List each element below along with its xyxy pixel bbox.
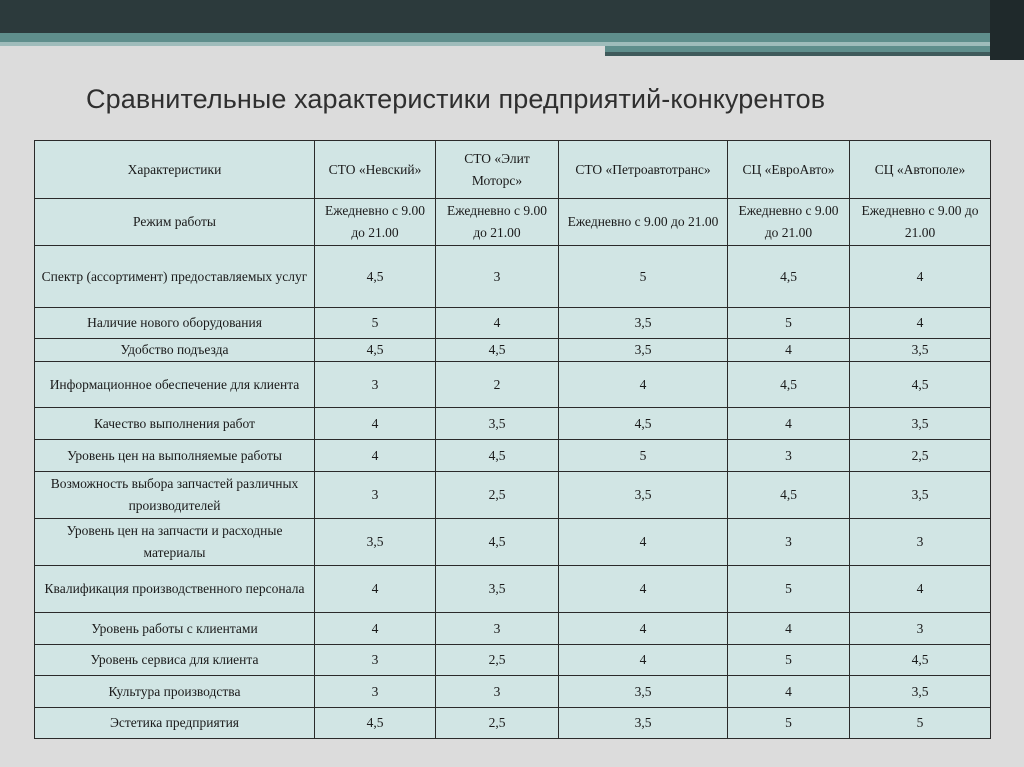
row-label: Информационное обеспечение для клиента — [35, 362, 315, 408]
row-label: Удобство подъезда — [35, 339, 315, 362]
row-label: Качество выполнения работ — [35, 408, 315, 440]
score-cell: 4,5 — [436, 519, 559, 566]
score-cell: 3 — [315, 362, 436, 408]
table-row — [35, 362, 991, 408]
score-cell: 4 — [728, 613, 850, 645]
score-cell: 3,5 — [559, 676, 728, 708]
score-cell: 4 — [315, 440, 436, 472]
score-cell: 3,5 — [315, 519, 436, 566]
score-cell: 3,5 — [559, 708, 728, 739]
score-cell: 3 — [315, 676, 436, 708]
score-cell: 4,5 — [728, 472, 850, 519]
score-cell: 3 — [728, 440, 850, 472]
row-label: Уровень работы с клиентами — [35, 613, 315, 645]
score-cell: 4 — [850, 566, 991, 613]
score-cell: 4,5 — [436, 440, 559, 472]
score-cell: 3,5 — [559, 308, 728, 339]
score-cell: Ежедневно с 9.00 до 21.00 — [850, 199, 991, 246]
table-row — [35, 519, 991, 566]
score-cell: 4 — [559, 645, 728, 676]
score-cell: 4 — [728, 408, 850, 440]
score-cell: 3 — [436, 676, 559, 708]
score-cell: 3,5 — [559, 339, 728, 362]
score-cell: 5 — [850, 708, 991, 739]
row-label: Наличие нового оборудования — [35, 308, 315, 339]
score-cell: 4,5 — [850, 362, 991, 408]
table-row — [35, 708, 991, 739]
score-cell: 4,5 — [850, 645, 991, 676]
score-cell: 3 — [315, 645, 436, 676]
score-cell: 4,5 — [436, 339, 559, 362]
score-cell: 3 — [436, 246, 559, 308]
score-cell: 3,5 — [850, 408, 991, 440]
score-cell: 5 — [315, 308, 436, 339]
score-cell: 5 — [728, 308, 850, 339]
table-row — [35, 308, 991, 339]
score-cell: 4 — [728, 676, 850, 708]
score-cell: 3,5 — [559, 472, 728, 519]
column-header-company: СТО «Элит Моторс» — [436, 141, 559, 199]
row-label: Уровень цен на выполняемые работы — [35, 440, 315, 472]
table-row — [35, 408, 991, 440]
score-cell: 4,5 — [728, 362, 850, 408]
score-cell: 4,5 — [315, 339, 436, 362]
score-cell: 2,5 — [436, 645, 559, 676]
score-cell: 3 — [728, 519, 850, 566]
row-label: Возможность выбора запчастей различных производителей — [35, 472, 315, 519]
score-cell: 4 — [315, 408, 436, 440]
row-label: Уровень сервиса для клиента — [35, 645, 315, 676]
row-label: Спектр (ассортимент) предоставляемых услуг — [35, 246, 315, 308]
score-cell: 3 — [850, 519, 991, 566]
table-row — [35, 566, 991, 613]
score-cell: 4 — [850, 308, 991, 339]
score-cell: 5 — [728, 645, 850, 676]
score-cell: 4 — [559, 519, 728, 566]
score-cell: 5 — [728, 708, 850, 739]
score-cell: 4,5 — [559, 408, 728, 440]
table-header-row — [35, 141, 991, 199]
row-label: Культура производства — [35, 676, 315, 708]
score-cell: 3,5 — [850, 676, 991, 708]
column-header-company: СТО «Петроавтотранс» — [559, 141, 728, 199]
score-cell: 4 — [559, 613, 728, 645]
score-cell: 4,5 — [315, 708, 436, 739]
score-cell: 3,5 — [850, 339, 991, 362]
column-header-company: СЦ «ЕвроАвто» — [728, 141, 850, 199]
score-cell: 4 — [436, 308, 559, 339]
table-row — [35, 676, 991, 708]
row-label: Квалификация производственного персонала — [35, 566, 315, 613]
table-row — [35, 645, 991, 676]
score-cell: 4 — [850, 246, 991, 308]
slide-title: Сравнительные характеристики предприятий-конкурентов — [86, 84, 826, 114]
score-cell: 5 — [728, 566, 850, 613]
score-cell: 3 — [850, 613, 991, 645]
table-row — [35, 440, 991, 472]
score-cell: 3,5 — [436, 566, 559, 613]
score-cell: 4,5 — [315, 246, 436, 308]
score-cell: 3 — [315, 472, 436, 519]
column-header-characteristics: Характеристики — [35, 141, 315, 199]
score-cell: Ежедневно с 9.00 до 21.00 — [728, 199, 850, 246]
row-label: Режим работы — [35, 199, 315, 246]
table-row — [35, 339, 991, 362]
score-cell: Ежедневно с 9.00 до 21.00 — [315, 199, 436, 246]
score-cell: 3 — [436, 613, 559, 645]
score-cell: 2 — [436, 362, 559, 408]
score-cell: 5 — [559, 440, 728, 472]
table-row — [35, 613, 991, 645]
score-cell: 4 — [315, 566, 436, 613]
score-cell: 3,5 — [436, 408, 559, 440]
header-bar-dark — [0, 0, 1024, 33]
score-cell: 4 — [315, 613, 436, 645]
table-row — [35, 246, 991, 308]
score-cell: 2,5 — [436, 472, 559, 519]
score-cell: 4 — [728, 339, 850, 362]
column-header-company: СТО «Невский» — [315, 141, 436, 199]
row-label: Уровень цен на запчасти и расходные материалы — [35, 519, 315, 566]
score-cell: 2,5 — [850, 440, 991, 472]
table-row — [35, 472, 991, 519]
header-bar-dark-corner — [990, 0, 1024, 60]
score-cell: Ежедневно с 9.00 до 21.00 — [559, 199, 728, 246]
score-cell: 4 — [559, 566, 728, 613]
score-cell: 2,5 — [436, 708, 559, 739]
score-cell: 4 — [559, 362, 728, 408]
score-cell: Ежедневно с 9.00 до 21.00 — [436, 199, 559, 246]
column-header-company: СЦ «Автополе» — [850, 141, 991, 199]
comparison-table — [34, 140, 991, 739]
score-cell: 4,5 — [728, 246, 850, 308]
header-bar-dark-right-low — [605, 52, 1024, 56]
score-cell: 3,5 — [850, 472, 991, 519]
table-row — [35, 199, 991, 246]
row-label: Эстетика предприятия — [35, 708, 315, 739]
header-bar-teal — [0, 33, 1024, 42]
score-cell: 5 — [559, 246, 728, 308]
